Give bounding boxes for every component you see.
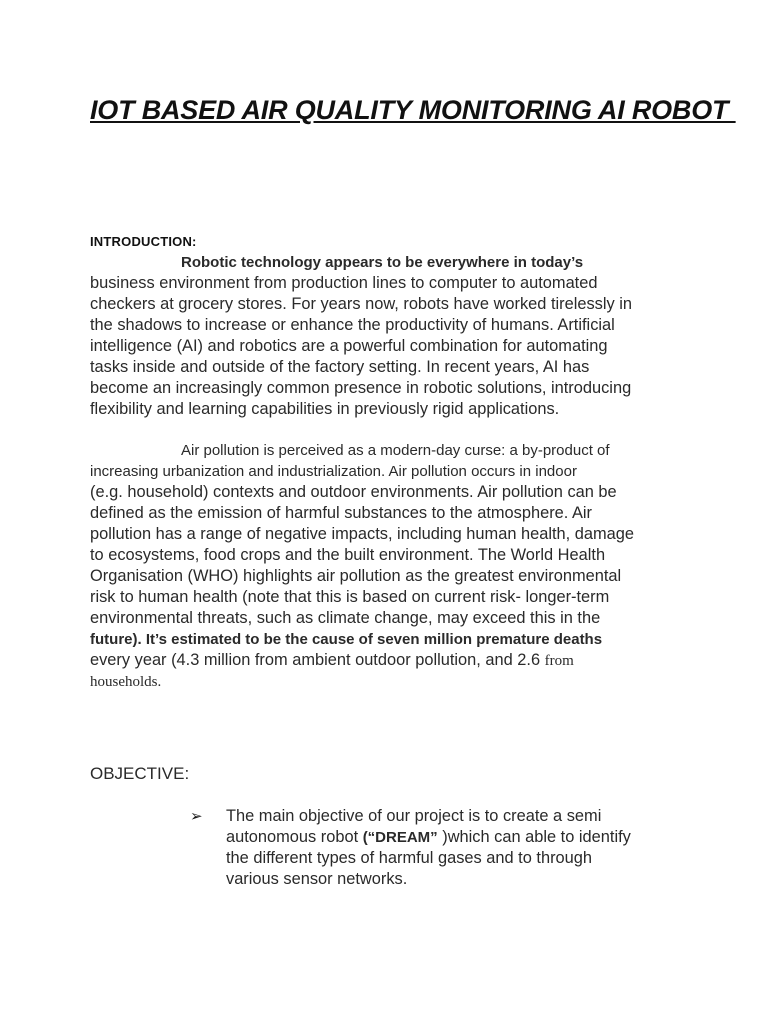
objective-bullet-item [190, 806, 631, 890]
paragraph-line: Air pollution is perceived as a modern-day curse: a by-product of [181, 442, 610, 459]
paragraph-line: to ecosystems, food crops and the built environment. The World Health [90, 546, 606, 564]
introduction-paragraph-2 [90, 440, 690, 693]
introduction-paragraph-1 [90, 252, 690, 420]
paragraph-line: defined as the emission of harmful substances to the atmosphere. Air [90, 504, 593, 522]
bullet-line-text: autonomous robot [226, 828, 363, 846]
paragraph-line: future). It’s estimated to be the cause of seven million premature deaths [90, 631, 603, 648]
paragraph-line: pollution has a range of negative impacts, including human health, damage [90, 525, 634, 543]
paragraph-line: Robotic technology appears to be everywhere in today’s [181, 254, 584, 271]
introduction-heading: INTRODUCTION: [90, 234, 197, 249]
paragraph-line: Organisation (WHO) highlights air pollution as the greatest environmental [90, 567, 622, 585]
robot-name: (“DREAM” [362, 829, 438, 846]
objective-bullet-list [190, 806, 631, 890]
paragraph-line: (e.g. household) contexts and outdoor environments. Air pollution can be [90, 483, 617, 501]
paragraph-line [90, 650, 690, 672]
paragraph-line: households. [90, 674, 162, 690]
paragraph-line: intelligence (AI) and robotics are a powerful combination for automating [90, 337, 608, 355]
bullet-line: The main objective of our project is to create a semi [226, 807, 602, 825]
paragraph-line: business environment from production lines to computer to automated [90, 274, 598, 292]
paragraph-line: increasing urbanization and industrialization. Air pollution occurs in indoor [90, 463, 577, 480]
paragraph-line-text: every year (4.3 million from ambient outdoor pollution, and 2.6 [90, 651, 545, 669]
objective-heading: OBJECTIVE: [90, 764, 190, 783]
paragraph-line: checkers at grocery stores. For years now, robots have worked tirelessly in [90, 295, 633, 313]
bullet-line: various sensor networks. [226, 870, 408, 888]
bullet-line: the different types of harmful gases and to through [226, 849, 592, 867]
paragraph-line: tasks inside and outside of the factory setting. In recent years, AI has [90, 358, 590, 376]
paragraph-line: risk to human health (note that this is based on current risk- longer-term [90, 588, 610, 606]
bullet-line-text: )which can able to identify [437, 828, 631, 846]
bullet-line [226, 827, 631, 848]
paragraph-line: environmental threats, such as climate change, may exceed this in the [90, 609, 601, 627]
paragraph-line-serif-text: from [544, 653, 574, 669]
arrowhead-bullet-icon: ➢ [190, 808, 203, 825]
paragraph-line: become an increasingly common presence in robotic solutions, introducing [90, 379, 632, 397]
paragraph-line: flexibility and learning capabilities in previously rigid applications. [90, 400, 560, 418]
page-title: IOT BASED AIR QUALITY MONITORING AI ROBOT [90, 95, 736, 125]
paragraph-line: the shadows to increase or enhance the productivity of humans. Artificial [90, 316, 615, 334]
